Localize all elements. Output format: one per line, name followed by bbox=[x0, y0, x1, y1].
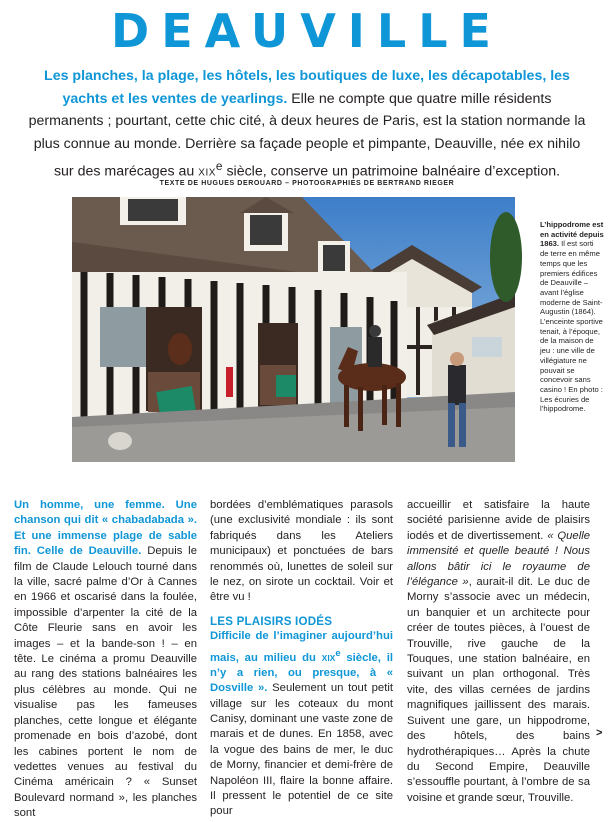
bucket bbox=[108, 432, 132, 450]
col2-lede-1: Difficile de l’imaginer aujourd’hui mais, au milieu du bbox=[210, 630, 393, 664]
col2-text: bordées d’emblématiques parasols (une exclusivité mondiale : ils sont fabriqués dans les Ateliers municipaux) et ponctuées de bars renommés où, lunettes de soleil sur le nez, on sirote un cocktail. Voir et être vu ! bbox=[210, 499, 393, 604]
intro-lead: Les planches, la plage, les hôtels, les boutiques de luxe, les décapotables, les yachts et les ventes de yearlings. bbox=[44, 68, 570, 107]
article-title: DEAUVILLE bbox=[111, 4, 503, 58]
intro-century-sup: e bbox=[215, 159, 223, 173]
tree bbox=[490, 212, 522, 302]
col2-lede-2: siècle, il n’y a rien, ou presque, à « Dosville ». bbox=[210, 651, 393, 695]
intro-body-2: siècle, conserve un patrimoine balnéaire d’exception. bbox=[222, 163, 561, 180]
col1-text: Depuis le film de Claude Lelouch tourné dans la ville, sacré palme d’Or à Cannes en 1966 et oscarisé dans la foulée, impossible d’arpenter la cité de la Côte Fleurie sans en avoir les images – et la bande-son ! – en tête. Le cinéma a promu Deauville au rang des stations balnéaires les plus célèbres au monde. Qui ne visualise pas les fameuses planches, cette longue et élégante promenade en bois d’azobé, dont les cabines portent le nom de vedettes venues au festival du Cinéma américain ? « Sunset Boulevard normand », les planches sont bbox=[14, 545, 197, 820]
column-2 bbox=[210, 498, 393, 820]
column-1 bbox=[14, 498, 197, 822]
intro-century: XIX bbox=[198, 167, 216, 179]
col2-text-2: Seulement un tout petit village sur les coteaux du mont Canisy, dominant une vaste zone de marais et de dunes. En 1858, avec la vogue des bains de mer, le duc de Morny, financier et demi-frère de Napoléon III, flaire la bonne affaire. Il pressent le potentiel de ce site pour bbox=[210, 682, 394, 818]
stall-horse bbox=[168, 333, 192, 365]
col1-lede: Un homme, une femme. Une chanson qui dit « chabadabada ». Et une immense plage de sable fin. Celle de Deauville. bbox=[14, 499, 197, 558]
intro-paragraph bbox=[28, 65, 586, 185]
col3-text-1: accueillir et satisfaire la haute société parisienne avide de plaisirs iodés et de divertissement. bbox=[407, 499, 590, 542]
byline: TEXTE DE HUGUES DEROUARD – PHOTOGRAPHIES DE BERTRAND RIEGER bbox=[159, 180, 455, 187]
caption-text: Il est sorti de terre en même temps que les premiers édifices de Deauville – avant l’église moderne de Saint-Augustin (1864). L’enceinte sportive tenait, à l’époque, de la maison de jeu : une ville de villégiature ne pouvait se concevoir sans casino ! En photo : Les écuries de l’hippodrome. bbox=[540, 239, 603, 414]
col3-text-2: , aurait-il dit. Le duc de Morny s’associe avec un médecin, un banquier et un architecte pour créer de toutes pièces, à l’ouest de Trouville, rive gauche de la Touques, une station balnéaire, en suivant un plan orthogonal. Très vite, des villas cernées de jardins magnifiques jaillissent des marais. Suivent une gare, un hippodrome, des hôtels, des bains hydrothérapiques… Après la chute du Second Empire, Deauville s’essouffle pourtant, à l’ombre de sa voisine et grande sœur, Trouville. bbox=[407, 576, 590, 804]
intro-body-1: Elle ne compte que quatre mille résidents permanents ; pourtant, cette chic cité, à deux heures de Paris, est la station normande la plus connue au monde. Derrière sa façade people et pimpante, Deauville, née ex nihilo sur des marécages au bbox=[28, 90, 586, 180]
extinguisher bbox=[226, 367, 233, 397]
column-3 bbox=[407, 498, 590, 806]
stable-photo bbox=[72, 197, 515, 462]
col2-lede-sup: e bbox=[335, 646, 341, 658]
section-heading: LES PLAISIRS IODÉS bbox=[210, 614, 333, 628]
caption-title: L’hippodrome est en activité depuis 1863. bbox=[540, 220, 604, 249]
col2-lede-century: XIX bbox=[321, 652, 336, 663]
next-page-marker: > bbox=[596, 727, 603, 739]
col3-quote: « Quelle immensité et quelle beauté ! Nous allons bâtir ici le royaume de l’élégance » bbox=[407, 529, 591, 589]
photo-caption bbox=[540, 220, 604, 414]
